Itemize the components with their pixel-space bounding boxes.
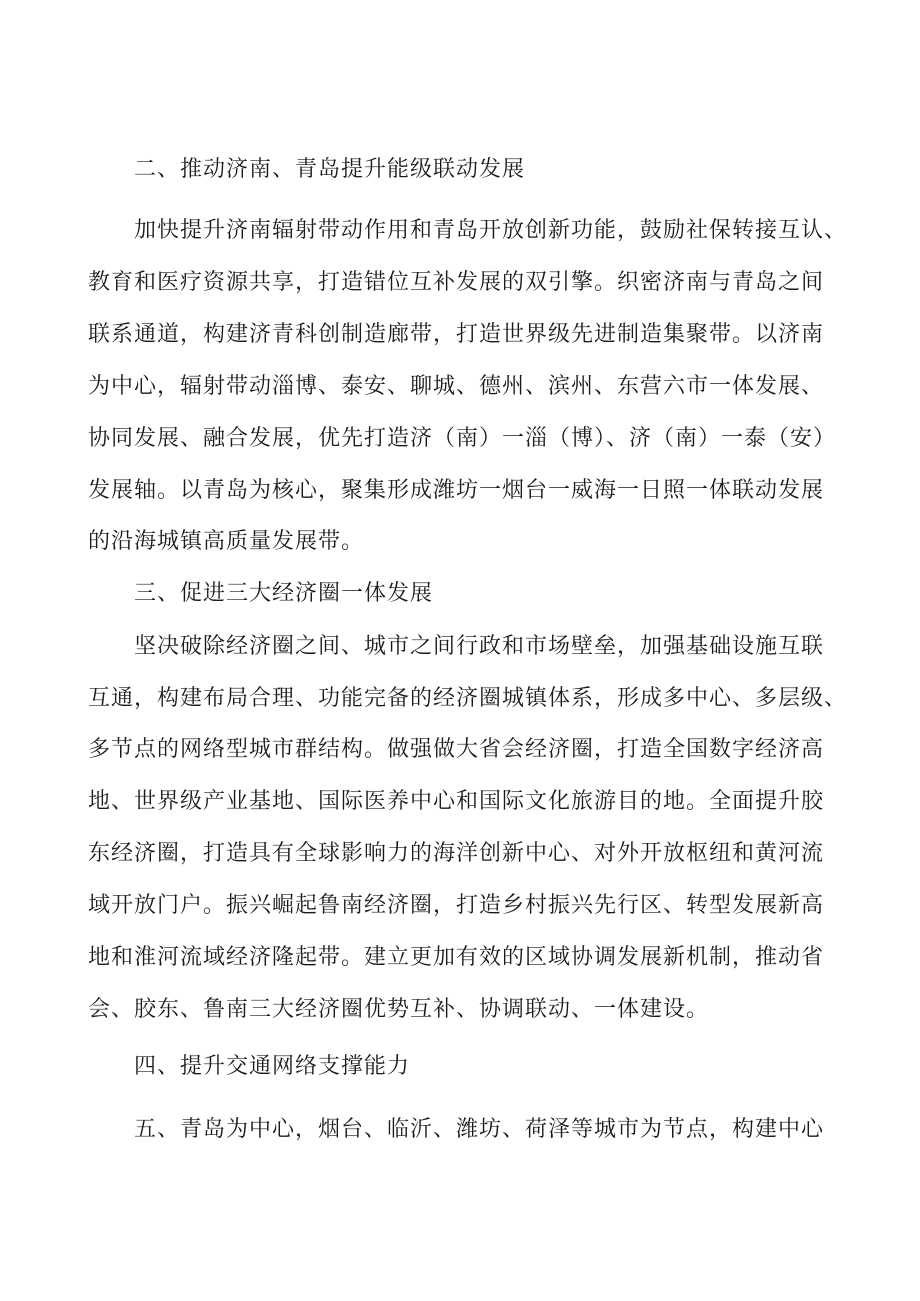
paragraph-line: 互通，构建布局合理、功能完备的经济圈城镇体系，形成多中心、多层级、	[88, 686, 848, 711]
paragraph-line: 地、世界级产业基地、国际医养中心和国际文化旅游目的地。全面提升胶	[88, 789, 825, 814]
paragraph-line: 坚决破除经济圈之间、城市之间行政和市场壁垒，加强基础设施互联	[134, 634, 825, 659]
section-heading-4: 四、提升交通网络支撑能力	[134, 1054, 411, 1079]
paragraph-line: 地和淮河流域经济隆起带。建立更加有效的区域协调发展新机制，推动省	[88, 945, 825, 970]
paragraph-line: 联系通道，构建济青科创制造廊带，打造世界级先进制造集聚带。以济南	[88, 322, 825, 347]
paragraph-line: 协同发展、融合发展，优先打造济（南）一淄（博）、济（南）一泰（安）	[88, 426, 837, 451]
paragraph-line: 的沿海城镇高质量发展带。	[88, 529, 365, 554]
paragraph-line: 会、胶东、鲁南三大经济圈优势互补、协调联动、一体建设。	[88, 997, 710, 1022]
paragraph-line: 东经济圈，打造具有全球影响力的海洋创新中心、对外开放枢纽和黄河流	[88, 841, 825, 866]
section-heading-3: 三、促进三大经济圈一体发展	[134, 581, 434, 606]
paragraph-line: 多节点的网络型城市群结构。做强做大省会经济圈，打造全国数字经济高	[88, 737, 825, 762]
paragraph-line: 教育和医疗资源共享，打造错位互补发展的双引擎。织密济南与青岛之间	[88, 270, 825, 295]
paragraph-line: 发展轴。以青岛为核心，聚集形成潍坊一烟台一威海一日照一体联动发展	[88, 478, 825, 503]
section-heading-2: 二、推动济南、青岛提升能级联动发展	[134, 157, 526, 182]
paragraph-line: 域开放门户。振兴崛起鲁南经济圈，打造乡村振兴先行区、转型发展新高	[88, 893, 825, 918]
paragraph-line: 加快提升济南辐射带动作用和青岛开放创新功能，鼓励社保转接互认、	[134, 218, 848, 243]
paragraph-line: 五、青岛为中心，烟台、临沂、潍坊、荷泽等城市为节点，构建中心	[134, 1117, 825, 1142]
paragraph-line: 为中心，辐射带动淄博、泰安、聊城、德州、滨州、东营六市一体发展、	[88, 374, 825, 399]
